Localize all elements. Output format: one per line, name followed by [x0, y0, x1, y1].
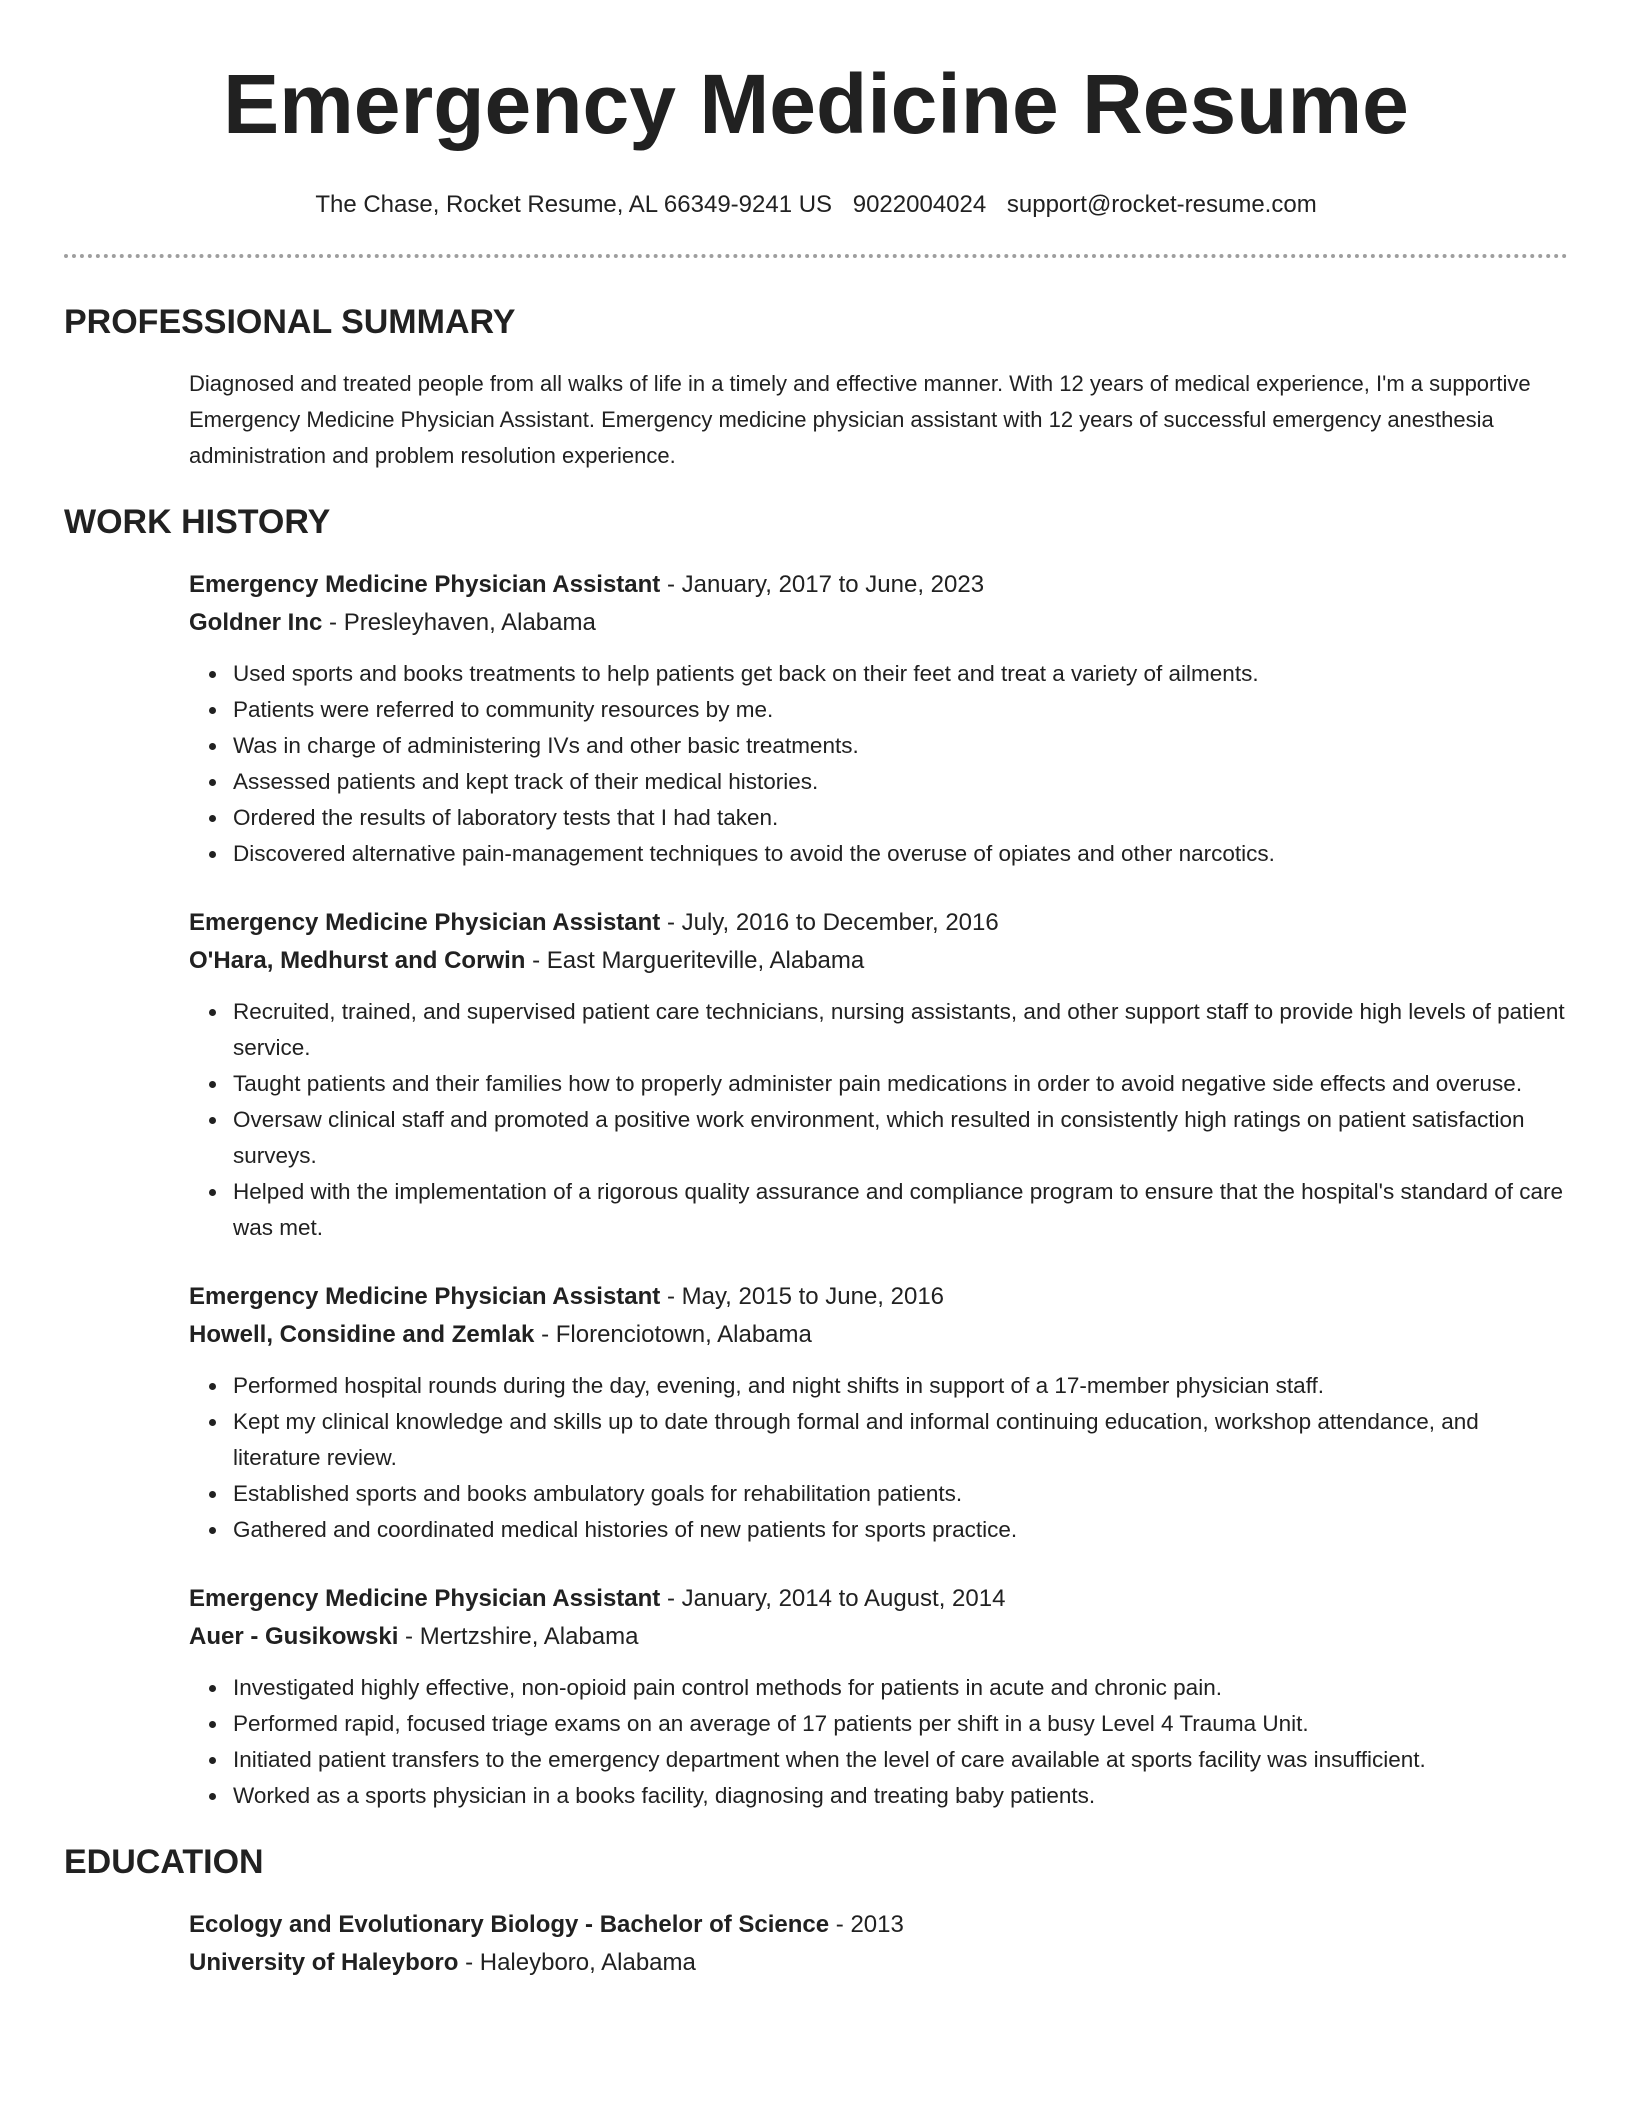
job-bullets — [189, 656, 1568, 872]
job-location: - Mertzshire, Alabama — [398, 1623, 639, 1650]
job-bullet: Discovered alternative pain-management techniques to avoid the overuse of opiates and other narcotics. — [233, 836, 1568, 872]
job-position: Emergency Medicine Physician Assistant — [189, 909, 661, 936]
resume-title: Emergency Medicine Resume — [223, 57, 1409, 151]
job-bullets — [189, 1670, 1568, 1814]
job-bullet: Performed hospital rounds during the day, evening, and night shifts in support of a 17-member physician staff. — [233, 1368, 1568, 1404]
job-bullet: Was in charge of administering IVs and other basic treatments. — [233, 728, 1568, 764]
job-dates: - January, 2014 to August, 2014 — [660, 1585, 1006, 1612]
job-bullet: Taught patients and their families how to properly administer pain medications in order to avoid negative side effects and overuse. — [233, 1066, 1568, 1102]
job-title-line — [189, 1278, 1568, 1316]
job-bullet: Gathered and coordinated medical histories of new patients for sports practice. — [233, 1512, 1568, 1548]
job-bullet: Recruited, trained, and supervised patient care technicians, nursing assistants, and other support staff to provide high levels of patient service. — [233, 994, 1568, 1066]
job-bullet: Helped with the implementation of a rigorous quality assurance and compliance program to ensure that the hospital's standard of care was met. — [233, 1174, 1568, 1246]
education-entry — [189, 1906, 1568, 1982]
job-dates: - May, 2015 to June, 2016 — [660, 1283, 945, 1310]
job-company: Howell, Considine and Zemlak — [189, 1321, 535, 1348]
contact-email: support@rocket-resume.com — [1006, 191, 1317, 218]
section-title-summary: PROFESSIONAL SUMMARY — [64, 303, 516, 341]
education-year: - 2013 — [829, 1911, 904, 1938]
job-entry — [189, 1278, 1568, 1548]
job-company: O'Hara, Medhurst and Corwin — [189, 947, 526, 974]
job-bullet: Worked as a sports physician in a books facility, diagnosing and treating baby patients. — [233, 1778, 1568, 1814]
job-position: Emergency Medicine Physician Assistant — [189, 571, 661, 598]
education-location: - Haleyboro, Alabama — [458, 1949, 696, 1976]
job-bullet: Kept my clinical knowledge and skills up to date through formal and informal continuing education, workshop attendance, and literature review. — [233, 1404, 1568, 1476]
job-company: Goldner Inc — [189, 609, 323, 636]
contact-address: The Chase, Rocket Resume, AL 66349-9241 US — [315, 191, 833, 218]
job-bullet: Initiated patient transfers to the emergency department when the level of care available at sports facility was insufficient. — [233, 1742, 1568, 1778]
job-dates: - July, 2016 to December, 2016 — [660, 909, 999, 936]
section-title-work-history: WORK HISTORY — [64, 503, 331, 541]
job-bullets — [189, 994, 1568, 1246]
job-location: - East Margueriteville, Alabama — [525, 947, 865, 974]
job-company-line — [189, 942, 1568, 980]
job-entry — [189, 566, 1568, 872]
education-school-line — [189, 1944, 1568, 1982]
job-company-line — [189, 1618, 1568, 1656]
contact-info — [64, 190, 1568, 220]
job-bullet: Used sports and books treatments to help patients get back on their feet and treat a variety of ailments. — [233, 656, 1568, 692]
education-degree: Ecology and Evolutionary Biology - Bachelor of Science — [189, 1911, 830, 1938]
job-bullet: Ordered the results of laboratory tests that I had taken. — [233, 800, 1568, 836]
job-company-line — [189, 604, 1568, 642]
job-title-line — [189, 904, 1568, 942]
job-company: Auer - Gusikowski — [189, 1623, 399, 1650]
job-bullets — [189, 1368, 1568, 1548]
header-divider — [64, 254, 1568, 258]
job-bullet: Assessed patients and kept track of their medical histories. — [233, 764, 1568, 800]
contact-phone: 9022004024 — [852, 191, 987, 218]
job-position: Emergency Medicine Physician Assistant — [189, 1283, 661, 1310]
job-bullet: Investigated highly effective, non-opioid pain control methods for patients in acute and chronic pain. — [233, 1670, 1568, 1706]
job-bullet: Oversaw clinical staff and promoted a positive work environment, which resulted in consistently high ratings on patient satisfaction surveys. — [233, 1102, 1568, 1174]
summary-text: Diagnosed and treated people from all walks of life in a timely and effective manner. With 12 years of medical experience, I'm a supportive Emergency Medicine Physician Assistant. Emergency medicine physician assistant with 12 years of successful emergency anesthesia administration and problem resolution experience. — [189, 371, 1531, 468]
job-title-line — [189, 566, 1568, 604]
job-bullet: Patients were referred to community resources by me. — [233, 692, 1568, 728]
job-location: - Florenciotown, Alabama — [534, 1321, 812, 1348]
job-title-line — [189, 1580, 1568, 1618]
job-bullet: Established sports and books ambulatory goals for rehabilitation patients. — [233, 1476, 1568, 1512]
job-entry — [189, 1580, 1568, 1814]
education-degree-line — [189, 1906, 1568, 1944]
job-entry — [189, 904, 1568, 1246]
job-company-line — [189, 1316, 1568, 1354]
section-title-education: EDUCATION — [64, 1843, 264, 1881]
job-bullet: Performed rapid, focused triage exams on an average of 17 patients per shift in a busy Level 4 Trauma Unit. — [233, 1706, 1568, 1742]
job-location: - Presleyhaven, Alabama — [322, 609, 596, 636]
job-dates: - January, 2017 to June, 2023 — [660, 571, 985, 598]
job-position: Emergency Medicine Physician Assistant — [189, 1585, 661, 1612]
education-school: University of Haleyboro — [189, 1949, 459, 1976]
